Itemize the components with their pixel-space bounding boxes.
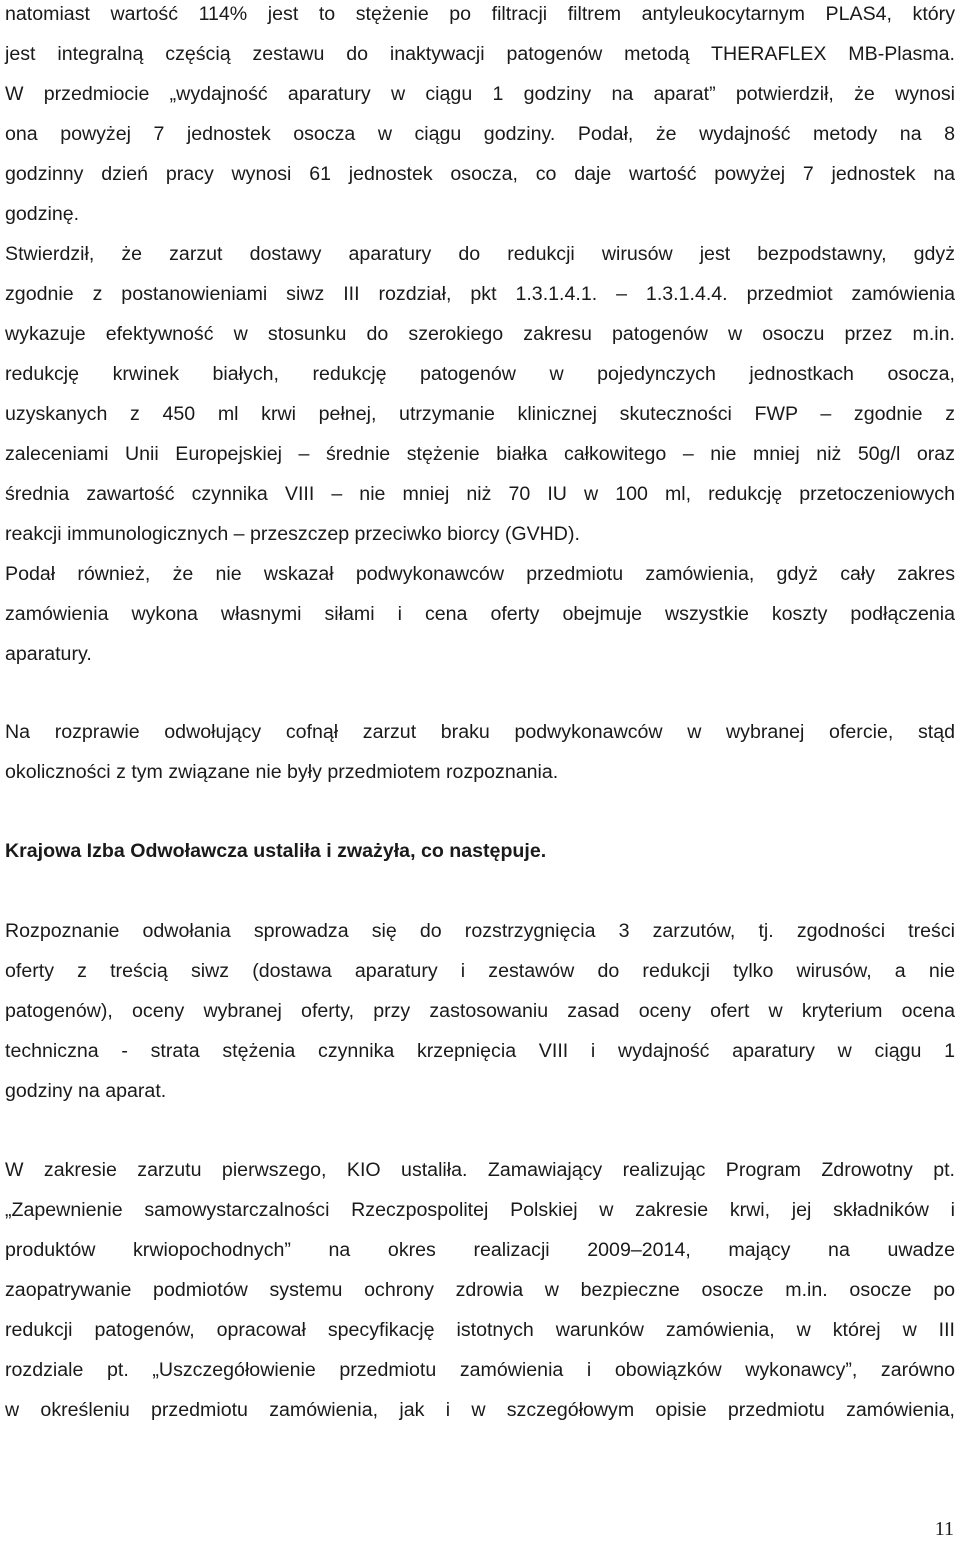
text-line: redukcję krwinek białych, redukcję patogenów w pojedynczych jednostkach osocza, [5,363,955,385]
text-line: aparatury. [5,643,92,665]
text-line: patogenów), oceny wybranej oferty, przy zastosowaniu zasad oceny ofert w kryterium ocena [5,1000,955,1022]
text-line: okoliczności z tym związane nie były przedmiotem rozpoznania. [5,761,559,783]
text-line: ona powyżej 7 jednostek osocza w ciągu godziny. Podał, że wydajność metody na 8 [5,123,955,145]
text-line: zaleceniami Unii Europejskiej – średnie stężenie białka całkowitego – nie mniej niż 50g/l oraz [5,443,955,465]
text-line: Stwierdził, że zarzut dostawy aparatury do redukcji wirusów jest bezpodstawny, gdyż [5,243,955,265]
text-line: natomiast wartość 114% jest to stężenie po filtracji filtrem antyleukocytarnym PLAS4, który [5,3,955,25]
text-line: produktów krwiopochodnych” na okres realizacji 2009–2014, mający na uwadze [5,1239,955,1261]
text-line: w określeniu przedmiotu zamówienia, jak i w szczegółowym opisie przedmiotu zamówienia, [5,1399,955,1421]
text-line: Podał również, że nie wskazał podwykonawców przedmiotu zamówienia, gdyż cały zakres [5,563,955,585]
text-line: „Zapewnienie samowystarczalności Rzeczpospolitej Polskiej w zakresie krwi, jej składników i [5,1199,955,1221]
text-line: zaopatrywanie podmiotów systemu ochrony zdrowia w bezpieczne osocze m.in. osocze po [5,1279,955,1301]
text-line: średnia zawartość czynnika VIII – nie mniej niż 70 IU w 100 ml, redukcję przetoczeniowych [5,483,955,505]
page-number: 11 [934,1518,954,1540]
text-line: W zakresie zarzutu pierwszego, KIO ustaliła. Zamawiający realizując Program Zdrowotny pt. [5,1159,955,1181]
text-line: Rozpoznanie odwołania sprowadza się do rozstrzygnięcia 3 zarzutów, tj. zgodności treści [5,920,955,942]
text-line: oferty z treścią siwz (dostawa aparatury i zestawów do redukcji tylko wirusów, a nie [5,960,955,982]
text-line: Na rozprawie odwołujący cofnął zarzut braku podwykonawców w wybranej ofercie, stąd [5,721,955,743]
text-line: uzyskanych z 450 ml krwi pełnej, utrzymanie klinicznej skuteczności FWP – zgodnie z [5,403,955,425]
text-line: zamówienia wykona własnymi siłami i cena oferty obejmuje wszystkie koszty podłączenia [5,603,955,625]
text-line: techniczna - strata stężenia czynnika krzepnięcia VIII i wydajność aparatury w ciągu 1 [5,1040,955,1062]
text-line: jest integralną częścią zestawu do inaktywacji patogenów metodą THERAFLEX MB-Plasma. [5,43,955,65]
text-line: redukcji patogenów, opracował specyfikację istotnych warunków zamówienia, w której w III [5,1319,955,1341]
heading-line: Krajowa Izba Odwoławcza ustaliła i zważyła, co następuje. [5,840,547,862]
text-line: zgodnie z postanowieniami siwz III rozdział, pkt 1.3.1.4.1. – 1.3.1.4.4. przedmiot zamówienia [5,283,955,305]
text-line: godzinę. [5,203,80,225]
text-line: rozdziale pt. „Uszczegółowienie przedmiotu zamówienia i obowiązków wykonawcy”, zarówno [5,1359,955,1381]
text-line: W przedmiocie „wydajność aparatury w ciągu 1 godziny na aparat” potwierdził, że wynosi [5,83,955,105]
text-line: reakcji immunologicznych – przeszczep przeciwko biorcy (GVHD). [5,523,580,545]
text-line: wykazuje efektywność w stosunku do szerokiego zakresu patogenów w osoczu przez m.in. [5,323,955,345]
text-line: godzinny dzień pracy wynosi 61 jednostek osocza, co daje wartość powyżej 7 jednostek na [5,163,955,185]
text-line: godziny na aparat. [5,1080,167,1102]
